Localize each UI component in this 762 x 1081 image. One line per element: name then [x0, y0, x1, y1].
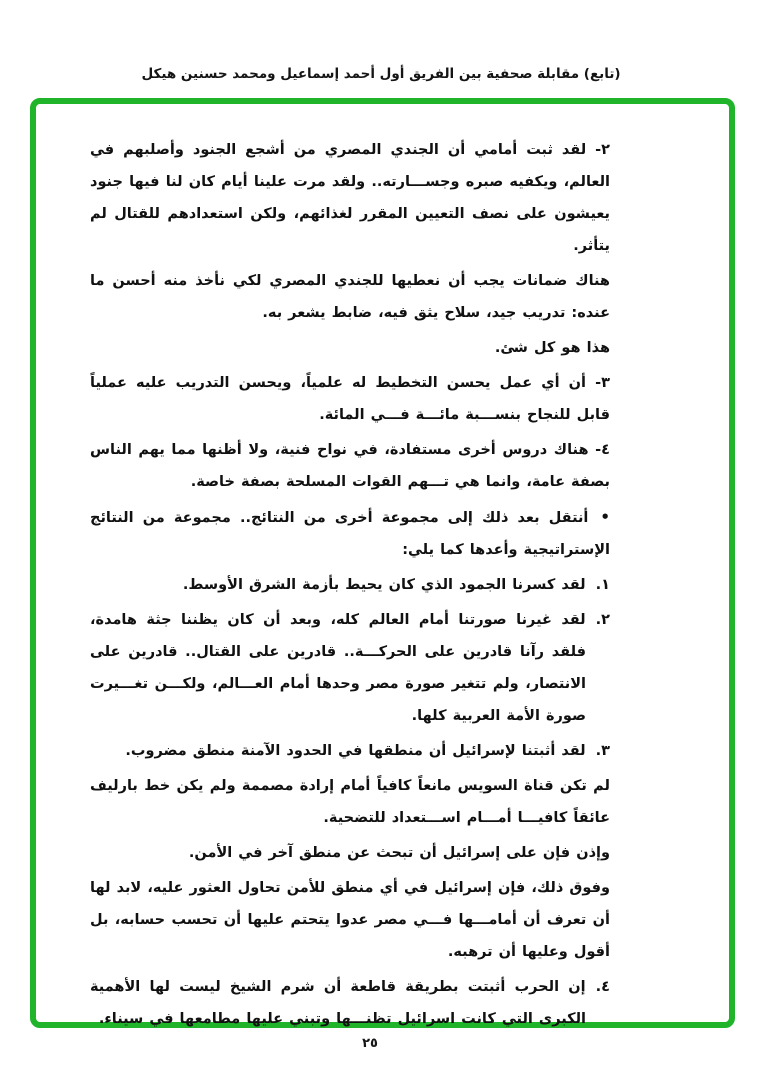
- paragraph-guarantees: هناك ضمانات يجب أن نعطيها للجندي المصري لكي نأخذ منه أحسن ما عنده: تدريب جيد، سلاح يثق فيه، ضابط يشعر به.: [90, 273, 610, 321]
- paragraph-suez-canal: لم تكن قناة السويس مانعاً كافياً أمام إرادة مصممة ولم يكن خط بارليف عائقاً كافيـــا أمـــام اســـتعداد للتضحية.: [90, 778, 610, 826]
- bullet-paragraph-text: أنتقل بعد ذلك إلى مجموعة أخرى من النتائج.. مجموعة من النتائج الإستراتيجية وأعدها كما يلي:: [90, 510, 610, 558]
- paragraph-numbered-3: ٣- أن أي عمل يحسن التخطيط له علمياً، ويحسن التدريب عليه عملياً قابل للنجاح بنســـبة مائـــة فـــي المائة.: [90, 375, 610, 423]
- paragraph-that-is-all: هذا هو كل شئ.: [494, 340, 610, 356]
- bullet-icon: •: [600, 508, 610, 526]
- list-item-2-text: لقد غيرنا صورتنا أمام العالم كله، وبعد أن كان يظننا جثة هامدة، فلقد رآنا قادرين على الحركـــة.. قادرين على القتال.. قادرين على الانتصار، ولم تتغير صورة مصر وحدها أمام العـــالم، ولكـــن تغـــيرت صورة الأمة العربية كلها.: [90, 612, 586, 724]
- page-header-title: (تابع) مقابلة صحفية بين الفريق أول أحمد إسماعيل ومحمد حسنين هيكل: [141, 66, 621, 82]
- list-item-4-text: إن الحرب أثبتت بطريقة قاطعة أن شرم الشيخ ليست لها الأهمية الكبرى التي كانت اسرائيل تظنـــها وتبني عليها مطامعها في سيناء.: [90, 979, 586, 1027]
- list-marker-4: ٤.: [595, 979, 610, 995]
- list-item-1: [90, 569, 610, 601]
- paragraph-israel-logic: وإذن فإن على إسرائيل أن تبحث عن منطق آخر في الأمن.: [188, 845, 610, 861]
- list-marker-3: ٣.: [595, 743, 610, 759]
- list-item-3: [90, 735, 610, 767]
- paragraph-numbered-4: ٤- هناك دروس أخرى مستفادة، في نواح فنية، ولا أظنها مما يهم الناس بصفة عامة، وانما هي تـــهم القوات المسلحة بصفة خاصة.: [90, 442, 610, 490]
- list-marker-2: ٢.: [595, 612, 610, 628]
- bullet-paragraph: [90, 501, 610, 566]
- list-marker-1: ١.: [595, 577, 610, 593]
- list-item-3-text: لقد أثبتنا لإسرائيل أن منطقها في الحدود الآمنة منطق مضروب.: [125, 743, 586, 759]
- list-item-4: [90, 971, 610, 1035]
- paragraph-numbered-2: ٢- لقد ثبت أمامي أن الجندي المصري من أشجع الجنود وأصلبهم في العالم، ويكفيه صبره وجســـارته.. ولقد مرت علينا أيام كان لنا فيها جنود يعيشون على نصف التعيين المقرر لغذائهم، ولكن استعدادهم للقتال لم يتأثر.: [90, 142, 610, 254]
- document-body: [90, 134, 610, 1038]
- page-number: ٢٥: [362, 1036, 378, 1051]
- list-item-1-text: لقد كسرنا الجمود الذي كان يحيط بأزمة الشرق الأوسط.: [182, 577, 586, 593]
- list-item-2: [90, 604, 610, 732]
- paragraph-above-that: وفوق ذلك، فإن إسرائيل في أي منطق للأمن تحاول العثور عليه، لابد لها أن تعرف أن أمامـــها فـــي مصر عدوا يتحتم عليها أن تحسب حسابه، بل أقول وعليها أن ترهبه.: [90, 880, 610, 960]
